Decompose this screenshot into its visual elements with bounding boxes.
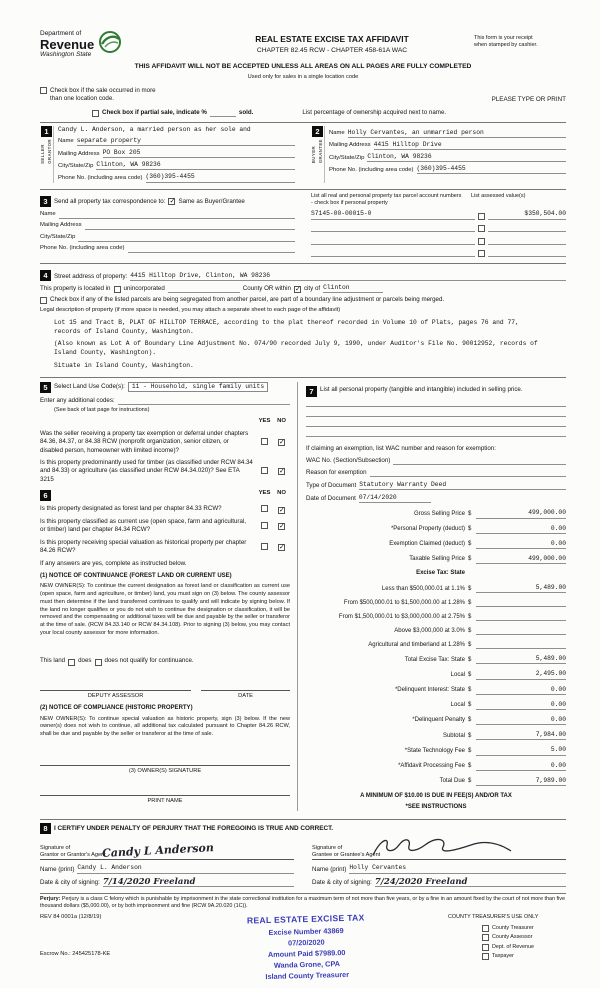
fin-row xyxy=(306,716,566,725)
stamp-amount-paid: Amount Paid $7989.00 xyxy=(267,947,346,959)
owner-signature-line[interactable] xyxy=(40,757,290,766)
stamp-excise-number: Excise Number 43869 xyxy=(268,925,344,937)
dollar-sign: $ xyxy=(468,627,472,634)
unincorporated-checkbox[interactable] xyxy=(114,286,121,293)
yes-checkbox[interactable] xyxy=(261,543,268,550)
treasurer-stamp xyxy=(164,910,449,983)
dollar-sign: $ xyxy=(468,585,472,592)
wac-number-field[interactable] xyxy=(393,458,566,465)
please-type-or-print-label: PLEASE TYPE OR PRINT xyxy=(491,95,566,103)
buyer-name-field[interactable]: Holly Cervantes, an unmarried person xyxy=(348,129,566,138)
buyer-side-label: BUYER xyxy=(311,145,317,164)
fin-row-label: From $500,000.01 to $1,500,000.00 at 1.28% xyxy=(343,599,465,606)
buyer-phone-label: Phone No. (including area code) xyxy=(329,166,414,173)
parcel-number-field[interactable] xyxy=(311,236,475,245)
does-qualify-checkbox[interactable] xyxy=(68,659,75,666)
fin-row-label: Less than $500,000.01 at 1.1% xyxy=(381,585,465,592)
dollar-sign: $ xyxy=(468,510,472,517)
fin-row-label: Above $3,000,000 at 3.0% xyxy=(394,627,465,634)
owner-print-name-line[interactable] xyxy=(40,787,290,796)
legal-description-para1: Lot 15 and Tract B, PLAT OF HILLTOP TERRACE, according to the plat thereof recorded in Volume 10 of Plats, pages 76 and 77, records of Island County, Washington. xyxy=(54,318,519,335)
seller-phone-label: Phone No. (including area code) xyxy=(58,174,143,181)
fin-row-label: Total Due xyxy=(439,778,465,785)
seller-side-label: SELLER xyxy=(40,143,46,164)
grantor-signature-script: Candy L Anderson xyxy=(101,841,215,861)
parcel-row xyxy=(311,210,566,219)
revenue-wordmark: Revenue xyxy=(40,37,95,53)
fin-row xyxy=(306,686,566,695)
perjury-lead: Perjury: xyxy=(40,896,61,903)
form-title: REAL ESTATE EXCISE TAX AFFIDAVIT xyxy=(255,34,409,44)
type-of-document-field[interactable]: Statutory Warranty Deed xyxy=(359,481,566,490)
parcel-row xyxy=(311,236,566,245)
this-land-label: This land xyxy=(40,657,66,665)
fin-row-label: Excise Tax: State xyxy=(416,570,465,577)
fin-row-label: *Delinquent Interest: State xyxy=(394,687,465,694)
fin-row-label: Total Excise Tax: State xyxy=(404,656,465,663)
receipt-note xyxy=(474,30,566,50)
perjury-text: Perjury is a class C felony which is punishable by imprisonment in the state correctional institution for a maximum term of not more than five years, or by a fine in an amount fixed by the court of not more than five thousand dollars ($5,000.00), or by both imprisonment and fine (RCW 9A.20.020 (1C)). xyxy=(40,896,565,910)
correspondence-city-field[interactable] xyxy=(78,234,295,242)
fin-row-value[interactable]: 5.00 xyxy=(476,746,566,755)
fin-row-label: Subtotal xyxy=(442,732,465,739)
deputy-assessor-signature-line[interactable] xyxy=(40,682,191,691)
dor-agency-block xyxy=(40,30,190,60)
certify-statement: I CERTIFY UNDER PENALTY OF PERJURY THAT THE FOREGOING IS TRUE AND CORRECT. xyxy=(54,824,334,832)
no-column-header: NO xyxy=(277,490,286,497)
street-address-field[interactable]: 4415 Hilltop Drive, Clinton, WA 98236 xyxy=(130,272,566,281)
grantee-date-city-field[interactable]: 7/24/2020 Freeland xyxy=(375,878,566,888)
personal-property-line[interactable] xyxy=(306,397,566,407)
deputy-date-line[interactable] xyxy=(201,682,290,691)
partial-percent-field[interactable] xyxy=(210,110,236,117)
fin-row-value[interactable] xyxy=(476,627,566,635)
buyer-phone-field[interactable]: (360)395-4455 xyxy=(417,165,567,174)
fin-row xyxy=(306,670,566,679)
question-row xyxy=(40,518,290,535)
dollar-sign: $ xyxy=(468,778,472,785)
county-name-field[interactable] xyxy=(168,286,240,293)
parcel-row xyxy=(311,248,566,257)
same-as-buyer-checkbox[interactable]: ✓ xyxy=(169,198,176,206)
buyer-city-field[interactable]: Clinton, WA 98236 xyxy=(367,153,566,162)
stamp-title: REAL ESTATE EXCISE TAX xyxy=(246,912,365,926)
dollar-sign: $ xyxy=(468,671,472,678)
ownership-note: List percentage of ownership acquired next to name. xyxy=(302,108,447,116)
multi-location-label: Check box if the sale occurred in more than one location code. xyxy=(50,86,156,103)
correspondence-name-field[interactable] xyxy=(59,211,295,219)
seller-mailing-field[interactable]: PO Box 205 xyxy=(103,149,295,158)
dollar-sign: $ xyxy=(468,656,472,663)
assessed-value-field[interactable] xyxy=(488,223,566,232)
dollar-sign: $ xyxy=(468,702,472,709)
partial-sale-label: Check box if partial sale, indicate % xyxy=(102,108,207,116)
fin-row-label: From $1,500,000.01 to $3,000,000.00 at 2.75% xyxy=(338,613,465,620)
fin-row-label: Gross Selling Price xyxy=(413,510,465,517)
stamp-date: 07/20/2020 xyxy=(287,936,325,947)
treasurer-use-label: COUNTY TREASURER'S USE ONLY xyxy=(448,913,539,920)
land-use-label: Select Land Use Code(s): xyxy=(54,383,125,391)
partial-sale-checkbox[interactable] xyxy=(92,110,99,117)
seller-side-strip xyxy=(40,126,54,183)
legal-description-para3: Situate in Island County, Washington. xyxy=(54,362,194,370)
fin-row-value[interactable]: 499,000.00 xyxy=(476,555,566,564)
buyer-mailing-label: Mailing Address xyxy=(329,142,371,149)
question-row xyxy=(40,430,290,455)
personal-property-line[interactable] xyxy=(306,407,566,417)
fin-row-label: *State Technology Fee xyxy=(404,747,465,754)
dollar-sign: $ xyxy=(468,525,472,532)
seller-city-label: City/State/Zip xyxy=(58,162,94,169)
additional-codes-label: Enter any additional codes: xyxy=(40,396,115,404)
fin-row xyxy=(306,777,566,786)
does-label: does xyxy=(78,657,92,665)
type-of-document-label: Type of Document xyxy=(306,482,357,490)
dollar-sign: $ xyxy=(468,687,472,694)
does-not-qualify-checkbox[interactable] xyxy=(95,659,102,666)
yes-checkbox[interactable] xyxy=(261,438,268,445)
grantor-signature-block xyxy=(40,838,294,887)
question-text: Was the seller receiving a property tax exemption or deferral under chapters 84.36, 84.37, or 84.38 RCW (nonprofit organization, senior citizen, or disabled person, homeowner with limited income)? xyxy=(40,429,249,454)
fin-row xyxy=(306,641,566,649)
fin-row xyxy=(306,762,566,771)
question-row xyxy=(40,505,290,514)
date-label: DATE xyxy=(238,692,253,699)
seller-phone-field[interactable]: (360)395-4455 xyxy=(146,173,296,182)
escrow-number: Escrow No.: 245425178-KE xyxy=(40,951,111,958)
yes-checkbox[interactable] xyxy=(261,505,268,512)
segregated-label: Check box if any of the listed parcels are being segregated from another parcel, are part of a boundary line adjustment or parcels being merged. xyxy=(50,296,445,304)
fin-row xyxy=(306,584,566,593)
stamp-treasurer-name: Wanda Grone, CPA xyxy=(273,958,341,970)
correspondence-mailing-label: Mailing Address xyxy=(40,222,82,229)
reason-label: Reason for exemption xyxy=(306,469,367,477)
city-checkbox[interactable]: ✓ xyxy=(294,286,301,294)
washington-state-label: Washington State xyxy=(40,51,92,59)
seller-city-field[interactable]: Clinton, WA 98236 xyxy=(96,161,295,170)
dollar-sign: $ xyxy=(468,541,472,548)
form-chapter: CHAPTER 82.45 RCW - CHAPTER 458-61A WAC xyxy=(256,46,408,54)
section-6-badge: 6 xyxy=(40,490,51,501)
date-city-label: Date & city of signing: xyxy=(40,879,100,887)
dollar-sign: $ xyxy=(468,747,472,754)
fin-row xyxy=(306,599,566,607)
fin-row xyxy=(306,525,566,534)
dollar-sign: $ xyxy=(468,762,472,769)
dept-of-revenue-checkbox[interactable] xyxy=(482,944,489,951)
distribution-label: Dept. of Revenue xyxy=(492,943,534,950)
land-use-code-field[interactable]: 11 - Household, single family units xyxy=(128,382,268,392)
county-assessor-checkbox[interactable] xyxy=(482,934,489,941)
fin-row xyxy=(306,540,566,549)
deputy-assessor-label: DEPUTY ASSESSOR xyxy=(87,692,144,699)
fin-row-value[interactable]: 5,489.00 xyxy=(476,655,566,664)
buyer-mailing-field[interactable]: 4415 Hilltop Drive xyxy=(374,141,566,150)
distribution-label: County Assessor xyxy=(492,934,533,941)
grantee-name-field[interactable]: Holly Cervantes xyxy=(349,864,566,873)
fin-row-value xyxy=(476,570,566,578)
fin-row xyxy=(306,746,566,755)
dollar-sign: $ xyxy=(468,556,472,563)
grantor-date-city-field[interactable]: 7/14/2020 Freeland xyxy=(103,878,294,888)
form-revision-number: REV 84 0001a (12/8/19) xyxy=(40,913,102,920)
fin-row-value[interactable]: 0.00 xyxy=(476,762,566,771)
county-or-within-label: County OR within xyxy=(242,285,291,293)
minimum-due-note: A MINIMUM OF $10.00 IS DUE IN FEE(S) AND/OR TAX xyxy=(360,792,512,799)
dept-of-label: Department of xyxy=(40,30,82,37)
grantee-signature-field[interactable] xyxy=(312,838,566,860)
fin-row xyxy=(306,570,566,578)
yes-column-header: YES xyxy=(258,490,271,497)
send-correspondence-label: Send all property tax correspondence to: xyxy=(54,197,166,205)
fin-row xyxy=(306,655,566,664)
fin-row-value[interactable]: 0.00 xyxy=(476,686,566,695)
perjury-statement xyxy=(40,893,566,911)
question-text: Is this property predominantly used for timber (as classified under RCW 84.34 and 84.33) or agriculture (as classified under RCW 84.34.020)? See ETA 3215 xyxy=(40,458,253,483)
name-print-label: Name (print) xyxy=(40,865,75,873)
assessed-value-field[interactable]: $350,504.00 xyxy=(488,210,566,219)
fin-row-value[interactable]: 0.00 xyxy=(476,701,566,710)
no-checkbox[interactable]: ✓ xyxy=(279,506,285,514)
fin-row-value[interactable]: 0.00 xyxy=(476,716,566,725)
dor-logo-icon xyxy=(98,30,122,54)
does-not-label: does not qualify for continuance. xyxy=(104,657,194,665)
parcel-number-field[interactable]: S7145-00-00015-0 xyxy=(311,210,475,219)
question-row xyxy=(40,539,290,556)
see-back-note: (See back of last page for instructions) xyxy=(54,406,150,413)
fin-row-label: Local xyxy=(450,702,465,709)
correspondence-mailing-field[interactable] xyxy=(85,222,295,230)
date-city-label: Date & city of signing: xyxy=(312,879,372,887)
no-checkbox[interactable]: ✓ xyxy=(279,468,285,476)
yes-column-header: YES xyxy=(258,418,271,425)
section-7-badge: 7 xyxy=(306,386,317,397)
receipt-note-line2: when stamped by cashier. xyxy=(474,42,538,49)
completion-warning: THIS AFFIDAVIT WILL NOT BE ACCEPTED UNLESS ALL AREAS ON ALL PAGES ARE FULLY COMPLETED xyxy=(134,62,472,70)
fin-row-label: Taxable Selling Price xyxy=(409,556,465,563)
section-5-badge: 5 xyxy=(40,382,51,393)
street-address-label: Street address of property: xyxy=(54,273,128,281)
dollar-sign: $ xyxy=(468,717,472,724)
question-text: Is this property designated as forest land per chapter 84.33 RCW? xyxy=(40,505,222,513)
fin-row-label: *Delinquent Penalty xyxy=(412,717,465,724)
parcel-number-field[interactable] xyxy=(311,223,475,232)
personal-property-checkbox[interactable] xyxy=(478,238,485,245)
section-3-badge: 3 xyxy=(40,196,51,207)
seller-grantor-box xyxy=(40,126,295,183)
fin-row-value[interactable]: 0.00 xyxy=(476,540,566,549)
personal-property-line[interactable] xyxy=(306,427,566,437)
grantee-signature-block xyxy=(312,838,566,887)
parcel-row xyxy=(311,223,566,232)
grantor-agent-label: Grantor or Grantor's Agent xyxy=(40,852,106,859)
segregated-checkbox[interactable] xyxy=(40,297,47,304)
yes-checkbox[interactable] xyxy=(261,467,268,474)
fin-row xyxy=(306,613,566,621)
single-location-note: Used only for sales in a single location code xyxy=(247,73,359,80)
city-of-label: city of xyxy=(303,285,321,293)
assessed-value-field[interactable] xyxy=(488,236,566,245)
see-instructions-note: *SEE INSTRUCTIONS xyxy=(405,803,467,810)
personal-property-line[interactable] xyxy=(306,417,566,427)
legal-description-para2: (Also known as Lot A of Boundary Line Adjustment No. 074/90 recorded July 9, 1990, under Auditor's File No. 90012952, records of Island County, Washington). xyxy=(54,340,538,357)
compliance-title: (2) NOTICE OF COMPLIANCE (HISTORIC PROPERTY) xyxy=(40,704,193,711)
print-name-label: PRINT NAME xyxy=(147,798,183,805)
fin-row xyxy=(306,555,566,564)
dollar-sign: $ xyxy=(468,613,472,620)
fin-row-value[interactable] xyxy=(476,613,566,621)
multi-location-checkbox[interactable] xyxy=(40,87,47,94)
buyer-grantee-box xyxy=(311,126,566,183)
no-checkbox[interactable]: ✓ xyxy=(279,439,285,447)
distribution-label: Taxpayer xyxy=(492,953,514,960)
grantor-side-label: GRANTOR xyxy=(47,138,52,164)
fin-row-label: *Personal Property (deduct) xyxy=(390,525,465,532)
fin-row-value[interactable]: 0.00 xyxy=(476,525,566,534)
correspondence-city-label: City/State/Zip xyxy=(40,233,76,240)
dollar-sign: $ xyxy=(468,732,472,739)
section-1-badge: 1 xyxy=(41,126,52,137)
no-checkbox[interactable]: ✓ xyxy=(279,523,285,531)
distribution-label: County Treasurer xyxy=(492,924,534,931)
grantee-side-label: GRANTEE xyxy=(318,138,323,164)
fin-row-value[interactable]: 2,495.00 xyxy=(476,670,566,679)
signature-of-label: Signature of xyxy=(312,844,343,851)
exemption-note: If claiming an exemption, list WAC number and reason for exemption: xyxy=(306,444,496,452)
seller-mailing-label: Mailing Address xyxy=(58,150,100,157)
grantor-name-field[interactable]: Candy L. Anderson xyxy=(77,864,294,873)
assessed-value-field[interactable] xyxy=(488,248,566,257)
partial-sale-suffix: sold. xyxy=(238,108,254,116)
fin-row-label: Agricultural and timberland at 1.28% xyxy=(368,641,465,648)
seller-name-value-line1: Candy L. Anderson, a married person as her sole and xyxy=(58,125,251,133)
parcel-number-field[interactable] xyxy=(311,248,475,257)
fin-row xyxy=(306,701,566,710)
fin-row-label: *Affidavit Processing Fee xyxy=(398,762,465,769)
seller-name-label: Name xyxy=(58,138,74,145)
buyer-side-strip xyxy=(311,126,325,183)
assessed-values-header: List assessed value(s) xyxy=(471,192,526,199)
section-8-badge: 8 xyxy=(40,823,51,834)
personal-property-checkbox[interactable] xyxy=(478,225,485,232)
taxpayer-checkbox[interactable] xyxy=(482,953,489,960)
additional-codes-field[interactable] xyxy=(118,398,290,405)
form-header xyxy=(40,30,566,60)
same-as-buyer-label: Same as Buyer/Grantee xyxy=(178,197,245,205)
stamp-treasurer-title: Island County Treasurer xyxy=(265,969,350,981)
compliance-text: NEW OWNER(S): To continue special valuation as historic property, sign (3) below. If the new owner(s) does not wish to continue, all additional tax calculated pursuant to Chapter 84.26 RCW, shall be due and payable by the seller or transferor at the time of sale. xyxy=(40,715,290,738)
buyer-name-label: Name xyxy=(329,130,345,137)
question-text: Is this property classified as current use (open space, farm and agricultural, or timber) land per chapter 84.34 RCW? xyxy=(40,518,247,534)
continuance-title: (1) NOTICE OF CONTINUANCE (FOREST LAND OR CURRENT USE) xyxy=(40,572,232,579)
correspondence-name-label: Name xyxy=(40,210,56,217)
fin-row-value[interactable]: 7,984.00 xyxy=(476,731,566,740)
personal-property-label: List all personal property (tangible and intangible) included in selling price. xyxy=(320,385,523,393)
question-row xyxy=(40,459,290,484)
name-print-label: Name (print) xyxy=(312,865,347,873)
buyer-city-label: City/State/Zip xyxy=(329,154,365,161)
section-2-badge: 2 xyxy=(312,126,323,137)
fin-row-value[interactable]: 7,989.00 xyxy=(476,777,566,786)
fin-row-value[interactable]: 5,489.00 xyxy=(476,584,566,593)
fin-row-label: Local xyxy=(450,671,465,678)
date-of-document-label: Date of Document xyxy=(306,495,356,503)
correspondence-phone-field[interactable] xyxy=(128,245,296,253)
county-treasurer-checkbox[interactable] xyxy=(482,925,489,932)
seller-name-field[interactable]: separate property xyxy=(77,137,295,146)
wac-label: WAC No. (Section/Subsection) xyxy=(306,456,391,464)
no-column-header: NO xyxy=(277,418,286,425)
grantee-signature-scrawl xyxy=(367,835,517,859)
grantee-agent-label: Grantee or Grantee's Agent xyxy=(312,852,381,859)
located-in-label: This property is located in xyxy=(40,285,111,293)
dollar-sign: $ xyxy=(468,641,472,648)
fin-row-value[interactable] xyxy=(476,599,566,607)
city-name-field[interactable]: Clinton xyxy=(323,284,383,293)
personal-property-checkbox[interactable] xyxy=(478,250,485,257)
section-4-badge: 4 xyxy=(40,270,51,281)
continuance-text: NEW OWNER(S): To continue the current designation as forest land or classification as current use (open space, farm and agriculture, or timber) land, you must sign on (3) below. The county assessor must then determine if the land transferred continues to qualify and will indicate by signing below. If the land no longer qualifies or you do not wish to continue the designation or classification, it will be removed and the compensating or additional taxes will be due and payable by the seller or transferor at the time of sale. (RCW 84.33.140 or RCW 84.34.108). Prior to signing (3) below, you may contact your local county assessor for more information. xyxy=(40,583,290,636)
fin-row-label: Exemption Claimed (deduct) xyxy=(389,541,465,548)
exemption-reason-field[interactable] xyxy=(370,470,566,477)
date-of-document-field[interactable]: 07/14/2020 xyxy=(359,494,431,503)
fin-row xyxy=(306,731,566,740)
receipt-note-line1: This form is your receipt xyxy=(474,35,533,41)
no-checkbox[interactable]: ✓ xyxy=(279,544,285,552)
signature-of-label: Signature of xyxy=(40,844,71,851)
if-yes-instruction: If any answers are yes, complete as instructed below. xyxy=(40,559,187,567)
fin-row-value[interactable] xyxy=(476,641,566,649)
parcel-numbers-header: List all real and personal property tax parcel account numbers - check box if personal property xyxy=(311,192,462,206)
legal-description-label: Legal description of property (if more space is needed, you may attach a separate sheet to each page of the affidavit) xyxy=(40,307,341,314)
dollar-sign: $ xyxy=(468,599,472,606)
question-text: Is this property receiving special valuation as historical property per chapter 84.26 RCW? xyxy=(40,538,247,555)
fin-row-value[interactable]: 499,000.00 xyxy=(476,509,566,518)
correspondence-phone-label: Phone No. (including area code) xyxy=(40,245,125,252)
unincorporated-label: unincorporated xyxy=(123,285,165,293)
fin-row xyxy=(306,627,566,635)
yes-checkbox[interactable] xyxy=(261,522,268,529)
personal-property-checkbox[interactable] xyxy=(478,213,485,220)
owner-signature-label: (3) OWNER(S) SIGNATURE xyxy=(128,767,202,774)
grantor-signature-field[interactable] xyxy=(40,838,294,860)
fin-row xyxy=(306,509,566,518)
